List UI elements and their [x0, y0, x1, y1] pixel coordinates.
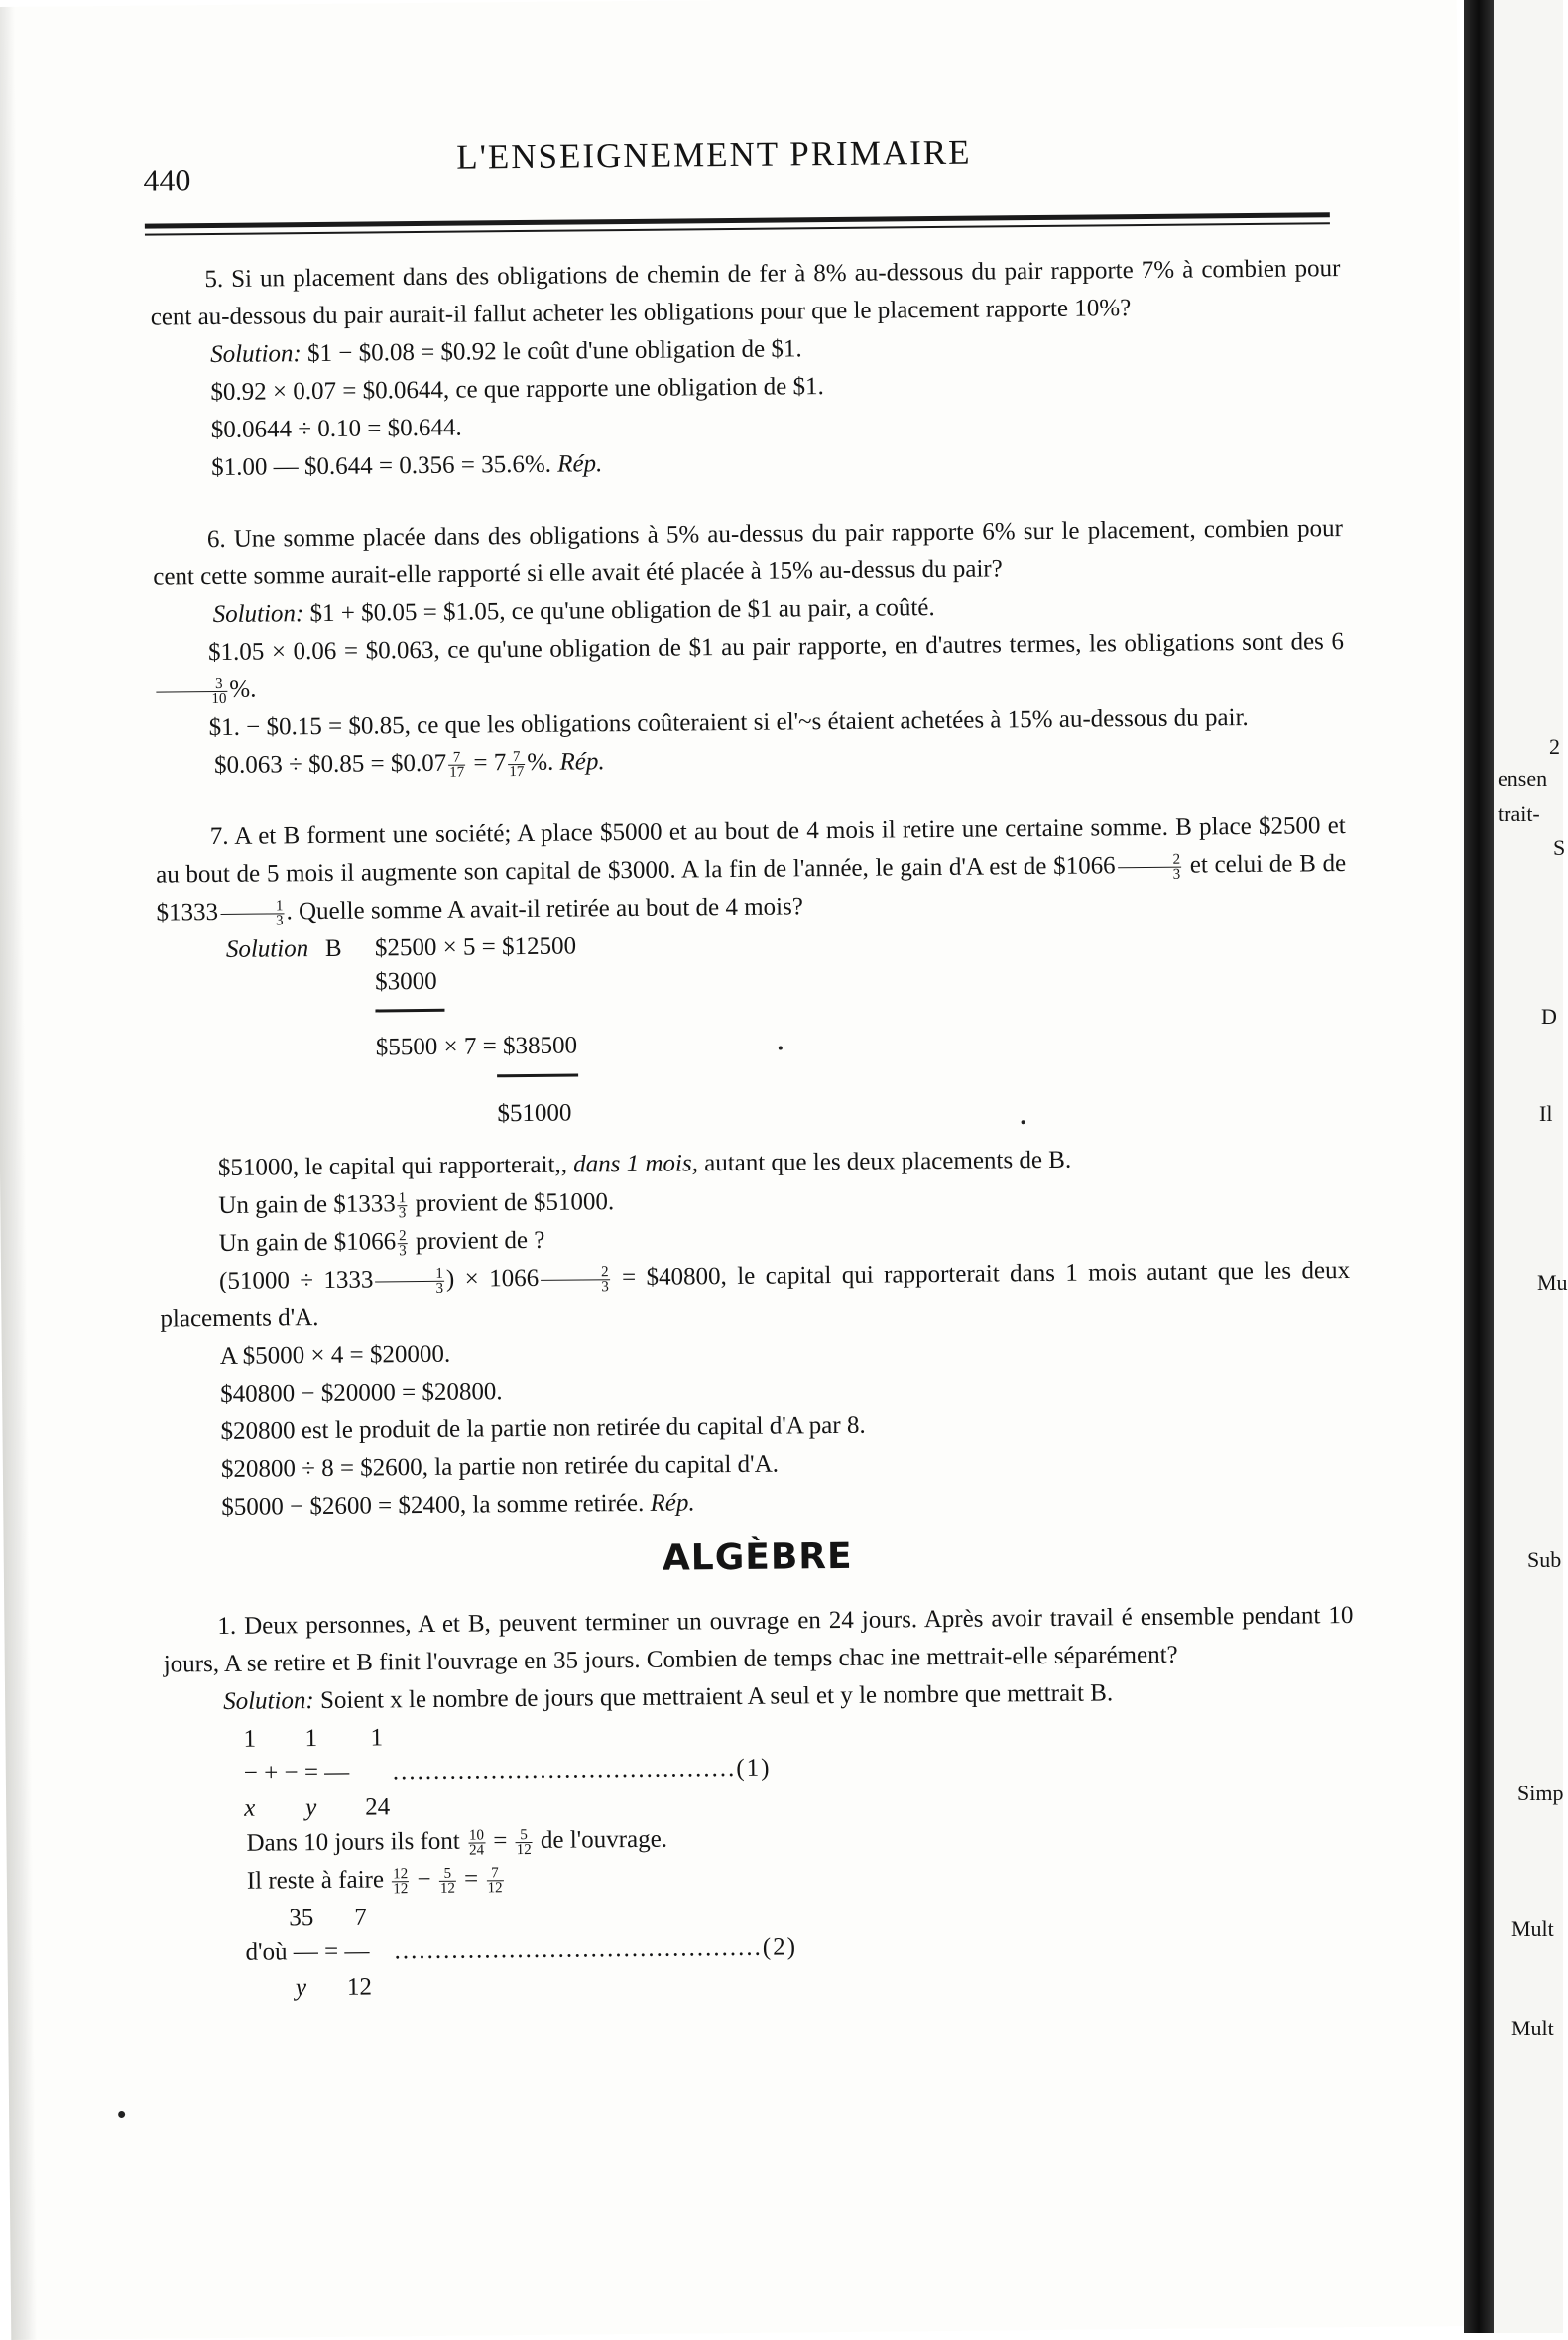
statement-text: et celui de B de $1333 — [156, 850, 1347, 926]
answer-text: %. — [527, 748, 554, 776]
next-page-fragment: Il — [1539, 1101, 1553, 1126]
page-header — [139, 121, 1330, 198]
fraction — [156, 677, 227, 707]
solution-label: Solution: — [212, 600, 304, 629]
solution-text: $1 + $0.05 = $1.05, ce qu'une obligation de $1 au pair, a coûté. — [309, 594, 935, 628]
fraction — [220, 899, 285, 928]
problem-5-line: $0.92 × 0.07 = $0.0644, ce que rapporte une obligation de $1. — [210, 373, 824, 407]
line-text: Il reste à faire — [246, 1866, 385, 1895]
page-content — [150, 250, 1357, 2005]
problem-7-line: $20800 ÷ 8 = $2600, la partie non retirée du capital d'A. — [220, 1450, 780, 1483]
line-text: de l'ouvrage. — [540, 1825, 668, 1854]
fraction-numerator: 1 — [398, 1189, 407, 1207]
fraction — [448, 750, 465, 779]
line-text: = $40800, le capital qui rapporterait dans 1 mois autant que les deux placements d'A. — [160, 1257, 1351, 1333]
next-page-fragment: Mult — [1511, 1916, 1554, 1941]
fraction — [392, 1867, 409, 1896]
fraction-denominator: 17 — [449, 764, 465, 781]
fraction-numerator: 2 — [1118, 852, 1182, 868]
sum-rule — [375, 1009, 444, 1013]
eq-denominator: 24 — [365, 1793, 391, 1821]
calc-total: $51000 — [497, 1099, 572, 1128]
next-page-fragment: Mult — [1511, 2016, 1554, 2040]
equation-2 — [245, 1890, 1357, 2005]
fraction-denominator: 3 — [399, 1242, 407, 1260]
next-page-fragment: 2 — [1549, 734, 1560, 759]
line-text: provient de ? — [409, 1226, 545, 1256]
solution-text: $1 − $0.08 = $0.92 le coût d'une obligation de $1. — [306, 335, 802, 368]
calc-row: $5500 × 7 = $38500 — [375, 1032, 578, 1061]
problem-6-line: $1. − $0.15 = $0.85, ce que les obligations coûteraient si el'~s étaient achetées à 15% au-dessous du pair. — [208, 704, 1249, 742]
problem-7-line: A $5000 × 4 = $20000. — [219, 1340, 451, 1370]
partner-b-label: B — [324, 934, 342, 962]
fraction-numerator: 2 — [399, 1227, 407, 1245]
fraction-denominator: 12 — [439, 1880, 456, 1897]
mixed-whole: 6 — [1331, 628, 1345, 656]
problem-7-line — [160, 1252, 1351, 1339]
fraction-numerator: 5 — [516, 1828, 533, 1843]
fraction-numerator: 7 — [448, 750, 465, 765]
problem-6-statement: 6. Une somme placée dans des obligations à 5% au-dessus du pair rapporte 6% sur le placement, combien pour cent cette somme aurait-elle rapporté si elle avait été placée à 15% au-dessus du pair? — [153, 515, 1343, 591]
next-page-fragment: ensen — [1498, 766, 1548, 791]
fraction — [1118, 852, 1182, 882]
line-text: (51000 ÷ 1333 — [218, 1266, 374, 1294]
statement-text: . Quelle somme A avait-il retirée au bout de 4 mois? — [286, 893, 804, 925]
fraction — [541, 1265, 610, 1294]
next-page-fragment: Sub — [1527, 1547, 1562, 1572]
header-rule-thick — [145, 212, 1330, 228]
problem-7-line: $20800 est le produit de la partie non retirée du capital d'A par 8. — [220, 1412, 866, 1445]
calc-row: $3000 — [375, 967, 437, 996]
fraction-denominator: 3 — [398, 1204, 407, 1222]
eq-denominator: x — [244, 1794, 256, 1822]
eq-numerator: 7 — [354, 1904, 367, 1931]
fraction-denominator: 3 — [601, 1278, 609, 1295]
fraction — [486, 1866, 503, 1895]
next-page-fragment: S — [1553, 835, 1566, 860]
running-title: L'ENSEIGNEMENT PRIMAIRE — [456, 132, 972, 177]
problem-7-statement — [156, 807, 1347, 932]
eq-operators: d'où — = — — [245, 1937, 370, 1966]
fraction-denominator: 12 — [516, 1841, 532, 1858]
eq-numerator: 35 — [289, 1905, 314, 1932]
fraction-denominator: 3 — [435, 1280, 444, 1296]
algebra-problem-1-statement: 1. Deux personnes, A et B, peuvent terminer un ouvrage en 24 jours. Après avoir travail é ensemble pendant 10 jours, A se retire et B finit l'ouvrage en 35 jours. Combien de temps chac ine mettrait-elle séparément? — [163, 1602, 1354, 1678]
book-gutter — [1464, 0, 1494, 2333]
problem-7-line: $40800 − $20000 = $20800. — [220, 1378, 503, 1408]
algebra-line: Dans 10 jours ils font $\frac{10}{24}$ = $\frac{5}{12}$ de l'ouvrage. — [246, 1825, 668, 1859]
page-edge — [0, 7, 37, 2340]
next-page-fragment: Mu — [1537, 1270, 1568, 1294]
solution-label: Solution — [225, 935, 309, 963]
fraction-denominator: 12 — [393, 1880, 409, 1898]
calc-row: $2500 × 5 = $12500 — [374, 932, 577, 962]
fraction-numerator: 10 — [468, 1827, 485, 1844]
ink-speck — [779, 1047, 783, 1050]
section-title: ALGÈBRE — [662, 1536, 853, 1579]
fraction-denominator: 12 — [487, 1880, 503, 1897]
fraction-denominator: 17 — [509, 763, 525, 780]
sum-rule — [497, 1074, 578, 1078]
fraction-numerator: 7 — [486, 1866, 503, 1881]
line-text: %. — [229, 676, 257, 703]
next-page-fragment: Simp — [1517, 1781, 1564, 1805]
answer-text: $5000 − $2600 = $2400, la somme retirée. — [221, 1489, 645, 1521]
answer-text: $0.063 ÷ $0.85 = $0.07 — [213, 749, 447, 780]
fraction-numerator: 1 — [375, 1267, 444, 1283]
line-text: Un gain de $1333 — [218, 1190, 396, 1219]
answer-text: $1.00 — $0.644 = 0.356 = 35.6%. — [211, 450, 552, 482]
line-text: ) × 1066 — [445, 1264, 540, 1293]
rep-label: Rép. — [557, 450, 603, 478]
fraction — [398, 1191, 408, 1220]
fraction — [398, 1229, 408, 1258]
ink-speck — [118, 2111, 125, 2118]
ink-speck — [1022, 1120, 1025, 1124]
fraction-denominator: 3 — [276, 913, 284, 929]
algebra-line: Il reste à faire $\frac{12}{12}$ − $\frac{5}{12}$ = $\frac{7}{12}$ — [246, 1865, 503, 1898]
problem-5-line: $0.0644 ÷ 0.10 = $0.644. — [210, 414, 462, 444]
line-text: $51000, le capital qui rapporterait,, — [217, 1151, 568, 1181]
rep-label: Rép. — [559, 748, 605, 776]
next-page-fragment: trait- — [1498, 801, 1540, 826]
eq-numerator: 1 — [243, 1725, 257, 1753]
page-number: 440 — [143, 162, 191, 198]
eq-denominator: 12 — [346, 1973, 373, 2001]
solution-label: Solution: — [209, 340, 302, 369]
fraction-denominator: 24 — [469, 1842, 485, 1859]
statement-text: 7. A et B forment une société; A place $5000 et au bout de 4 mois il retire une certaine somme. B place $2500 et au bout de 5 mois il augmente son capital de $3000. A la fin de l'année, le gain d'A est de $1066 — [156, 812, 1346, 889]
fraction-numerator: 12 — [393, 1865, 409, 1883]
fraction — [468, 1828, 485, 1857]
eq-leader-dots: ..........................................(1) — [392, 1754, 772, 1786]
eq-operators: − + − = — — [243, 1758, 350, 1786]
eq-leader-dots: .............................................(2) — [394, 1933, 798, 1965]
fraction-denominator: 3 — [1172, 866, 1181, 883]
fraction — [516, 1828, 533, 1857]
fraction-numerator: 3 — [156, 677, 227, 693]
line-text: provient de $51000. — [409, 1188, 615, 1218]
next-page-fragment: D — [1541, 1004, 1557, 1029]
eq-denominator: y — [295, 1974, 307, 2002]
fraction-numerator: 1 — [220, 899, 285, 915]
next-page-edge — [1494, 0, 1568, 2333]
solution-label: Solution: — [223, 1687, 314, 1715]
fraction-denominator: 10 — [211, 690, 227, 707]
fraction-numerator: 7 — [508, 750, 525, 765]
line-text: Un gain de $1066 — [218, 1228, 397, 1257]
problem-7-calculation — [226, 921, 1349, 1150]
problem-5-statement: 5. Si un placement dans des obligations de chemin de fer à 8% au-dessous du pair rapporte 7% à combien pour cent au-dessous du pair aurait-il fallut acheter les obligations pour que le placement rapporte 10%? — [150, 255, 1341, 331]
fraction — [375, 1267, 444, 1296]
fraction — [439, 1866, 456, 1895]
italic-text: dans 1 mois, — [573, 1150, 699, 1178]
line-text: $1.05 × 0.06 = $0.063, ce qu'une obligation de $1 au pair rapporte, en d'autres termes, les obligations sont des — [207, 628, 1324, 667]
fraction-numerator: 2 — [541, 1265, 610, 1281]
fraction — [508, 750, 525, 779]
rep-label: Rép. — [650, 1489, 695, 1517]
fraction-numerator: 5 — [439, 1866, 456, 1881]
equation-1 — [243, 1710, 1355, 1825]
solution-text: Soient x le nombre de jours que mettraient A seul et y le nombre que mettrait B. — [319, 1679, 1114, 1715]
line-text: autant que les deux placements de B. — [704, 1146, 1072, 1177]
line-text: Dans 10 jours ils font — [246, 1827, 460, 1857]
eq-denominator: y — [305, 1794, 317, 1822]
eq-numerator: 1 — [370, 1724, 384, 1752]
problem-6-line — [154, 623, 1345, 710]
eq-numerator: 1 — [304, 1725, 318, 1753]
answer-text: = 7 — [467, 749, 507, 777]
